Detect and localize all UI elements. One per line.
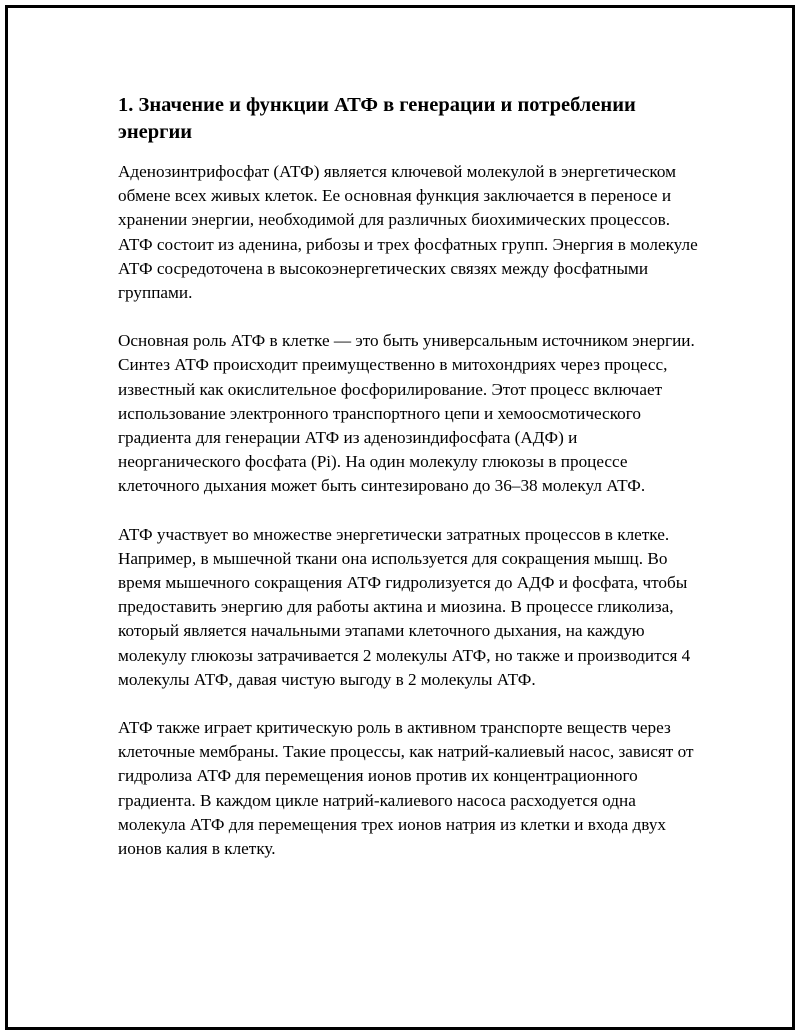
document-body [118, 92, 698, 885]
section-heading: 1. Значение и функции АТФ в генерации и потреблении энергии [118, 94, 636, 143]
paragraph-atp-synthesis: Основная роль АТФ в клетке — это быть универсальным источником энергии. Синтез АТФ происходит преимущественно в митохондриях через процесс, известный как окислительное фосфорилирование. Этот процесс включает использование электронного транспортного цепи и хемоосмотического градиента для генерации АТФ из аденозиндифосфата (АДФ) и неорганического фосфата (Pi). На один молекулу глюкозы в процессе клеточного дыхания может быть синтезировано до 36–38 молекул АТФ. [118, 331, 695, 496]
paragraph-atp-usage: АТФ участвует во множестве энергетически затратных процессов в клетке. Например, в мышечной ткани она используется для сокращения мышц. Во время мышечного сокращения АТФ гидролизуется до АДФ и фосфата, чтобы предоставить энергию для работы актина и миозина. В процессе гликолиза, который является начальными этапами клеточного дыхания, на каждую молекулу глюкозы затрачивается 2 молекулы АТФ, но также и производится 4 молекулы АТФ, давая чистую выгоду в 2 молекулы АТФ. [118, 524, 691, 689]
paragraph-atp-definition: Аденозинтрифосфат (АТФ) является ключевой молекулой в энергетическом обмене всех живых клеток. Ее основная функция заключается в переносе и хранении энергии, необходимой для различных биохимических процессов. АТФ состоит из аденина, рибозы и трех фосфатных групп. Энергия в молекуле АТФ сосредоточена в высокоэнергетических связях между фосфатными группами. [118, 162, 698, 303]
paragraph-atp-transport: АТФ также играет критическую роль в активном транспорте веществ через клеточные мембраны. Такие процессы, как натрий-калиевый насос, зависят от гидролиза АТФ для перемещения ионов против их концентрационного градиента. В каждом цикле натрий-калиевого насоса расходуется одна молекула АТФ для перемещения трех ионов натрия из клетки и входа двух ионов калия в клетку. [118, 718, 694, 859]
